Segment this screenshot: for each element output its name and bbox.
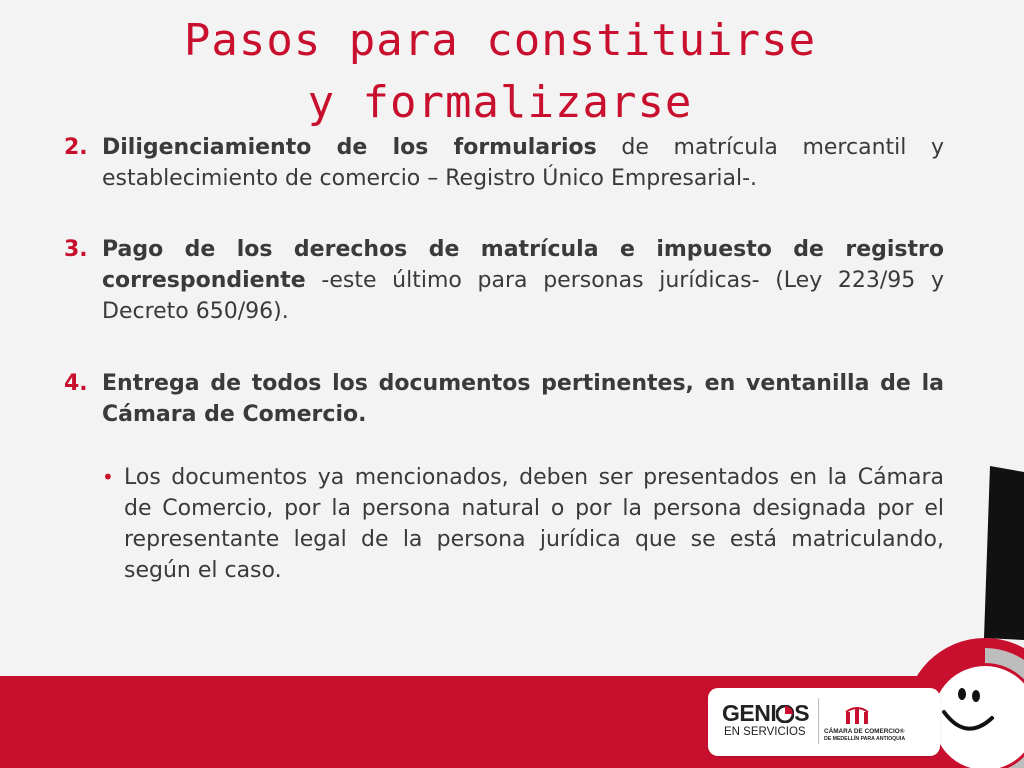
step-number: 4. bbox=[64, 371, 88, 396]
bullet-text: Los documentos ya mencionados, deben ser presentados en la Cámara de Comercio, por la persona natural o por la persona designada por el representante legal de la persona jurídica que se está matriculando, según el caso. bbox=[124, 465, 944, 583]
step-number: 3. bbox=[64, 237, 88, 262]
genios-o-icon bbox=[776, 705, 794, 723]
title-line-2: y formalizarse bbox=[307, 77, 693, 128]
camara-name: CÁMARA DE COMERCIO® bbox=[824, 728, 905, 735]
step-regular-text: de matrícula mercantil y establecimiento de comercio – Registro Único Empresarial-. bbox=[102, 135, 945, 191]
step-bold-text: Entrega de todos los documentos pertinentes, en ventanilla de la Cámara de Comercio. bbox=[102, 371, 944, 427]
step-bold-text: Pago de los derechos de matrícula e impuesto de registro correspondiente bbox=[102, 237, 944, 293]
camara-comercio-icon bbox=[844, 706, 870, 726]
logo-card bbox=[708, 688, 940, 756]
genios-subtitle: EN SERVICIOS bbox=[724, 726, 806, 738]
exclamation-bar-icon bbox=[984, 466, 1024, 640]
step-number: 2. bbox=[64, 135, 88, 160]
camara-region: DE MEDELLÍN PARA ANTIOQUIA bbox=[824, 736, 906, 742]
step-bold-text: Diligenciamiento de los formularios bbox=[102, 135, 597, 160]
title-line-1: Pasos para constituirse bbox=[183, 15, 817, 66]
mascot-eye-right bbox=[972, 690, 980, 702]
logo-divider bbox=[818, 698, 819, 744]
bullet-dot: • bbox=[102, 465, 114, 489]
genios-logo: GENI S bbox=[722, 700, 810, 726]
mascot-eye-left bbox=[958, 688, 966, 700]
step-regular-text: -este último para personas jurídicas- (Ley 223/95 y Decreto 650/96). bbox=[102, 268, 944, 324]
